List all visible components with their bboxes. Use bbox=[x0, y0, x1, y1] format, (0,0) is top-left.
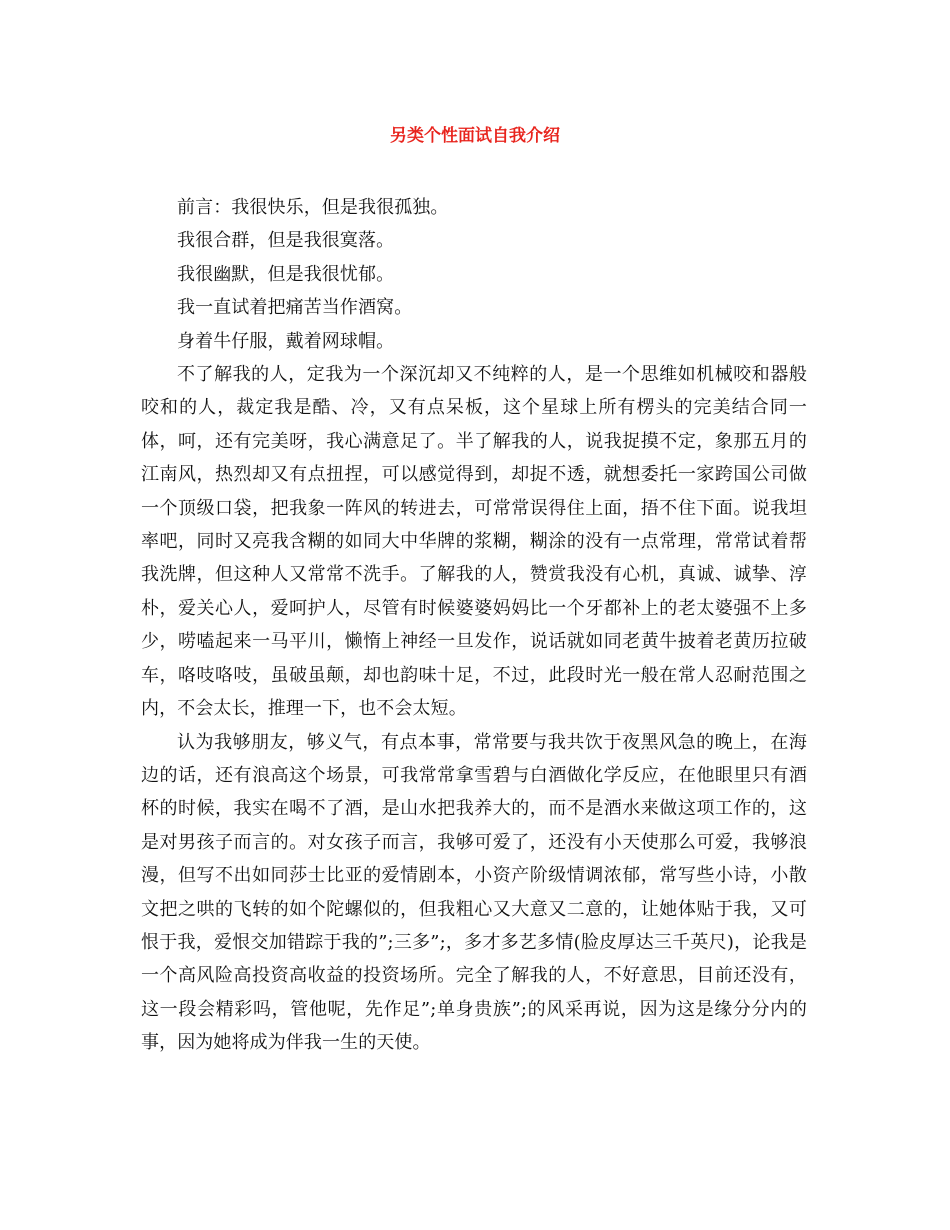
paragraph-line-3: 我很幽默，但是我很忧郁。 bbox=[177, 263, 395, 285]
paragraph-body-1: 不了解我的人，定我为一个深沉却又不纯粹的人，是一个思维如机械咬和器般咬和的人，裁定我是酷、冷，又有点呆板，这个星球上所有楞头的完美结合同一体，呵，还有完美呀，我心满意足了。半了解我的人，说我捉摸不定，象那五月的江南风，热烈却又有点扭捏，可以感觉得到，却捉不透，就想委托一家跨国公司做一个顶级口袋，把我象一阵风的转进去，可常常误得住上面，捂不住下面。说我坦率吧，同时又亮我含糊的如同大中华牌的浆糊，糊涂的没有一点常理，常常试着帮我洗牌，但这种人又常常不洗手。了解我的人，赞赏我没有心机，真诚、诚挚、淳朴，爱关心人，爱呵护人，尽管有时候婆婆妈妈比一个牙都补上的老太婆强不上多少，唠嗑起来一马平川，懒惰上神经一旦发作，说话就如同老黄牛披着老黄历拉破车，咯吱咯吱，虽破虽颠，却也韵味十足，不过，此段时光一般在常人忍耐范围之内，不会太长，推理一下，也不会太短。 bbox=[141, 364, 807, 720]
document-body bbox=[141, 191, 807, 1060]
paragraph-line-4: 我一直试着把痛苦当作酒窝。 bbox=[177, 297, 413, 319]
paragraph-body-2: 认为我够朋友，够义气，有点本事，常常要与我共饮于夜黑风急的晚上，在海边的话，还有浪高这个场景，可我常常拿雪碧与白酒做化学反应，在他眼里只有酒杯的时候，我实在喝不了酒，是山水把我养大的，而不是酒水来做这项工作的，这是对男孩子而言的。对女孩子而言，我够可爱了，还没有小天使那么可爱，我够浪漫，但写不出如同莎士比亚的爱情剧本，小资产阶级情调浓郁，常写些小诗，小散文把之哄的飞转的如个陀螺似的，但我粗心又大意又二意的，让她体贴于我，又可恨于我，爱恨交加错踪于我的”;三多”;，多才多艺多情(脸皮厚达三千英尺)，论我是一个高风险高投资高收益的投资场所。完全了解我的人，不好意思，目前还没有，这一段会精彩吗，管他呢，先作足”;单身贵族”;的风采再说，因为这是缘分分内的事，因为她将成为伴我一生的天使。 bbox=[141, 731, 807, 1054]
paragraph-line-5: 身着牛仔服，戴着网球帽。 bbox=[177, 330, 395, 352]
paragraph-preface: 前言：我很快乐，但是我很孤独。 bbox=[177, 197, 449, 218]
document-title: 另类个性面试自我介绍 bbox=[390, 126, 560, 146]
paragraph-line-2: 我很合群，但是我很寞落。 bbox=[177, 230, 395, 252]
